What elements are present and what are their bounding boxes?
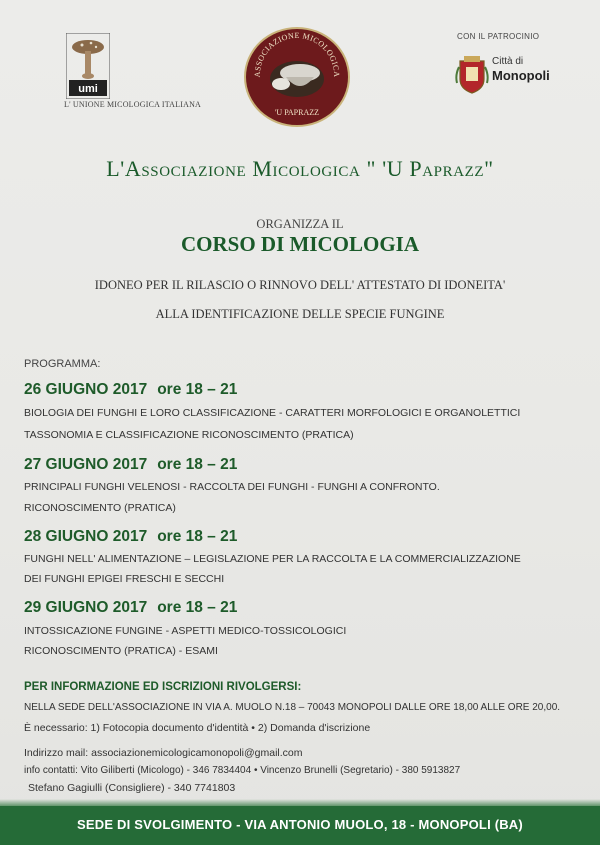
day-topic-line: PRINCIPALI FUNGHI VELENOSI - RACCOLTA DEI FUNGHI - FUNGHI A CONFRONTO. (24, 481, 440, 493)
day-topic-line: FUNGHI NELL' ALIMENTAZIONE – LEGISLAZIONE PER LA RACCOLTA E LA COMMERCIALIZZAZIONE (24, 553, 521, 565)
day-heading (24, 456, 237, 474)
svg-text:umi: umi (78, 83, 98, 95)
day-time: ore 18 – 21 (157, 381, 238, 398)
day-topic-line: TASSONOMIA E CLASSIFICAZIONE RICONOSCIMENTO (PRATICA) (24, 429, 354, 441)
day-topic-line: BIOLOGIA DEI FUNGHI E LORO CLASSIFICAZIONE - CARATTERI MORFOLOGICI E ORGANOLETTICI (24, 407, 521, 419)
day-date: 28 GIUGNO 2017 (24, 528, 148, 545)
day-time: ore 18 – 21 (157, 528, 238, 545)
svg-text:'U PAPRAZZ: 'U PAPRAZZ (274, 108, 320, 117)
species-subtitle: ALLA IDENTIFICAZIONE DELLE SPECIE FUNGINE (155, 307, 445, 321)
program-label: PROGRAMMA: (24, 358, 101, 370)
day-date: 26 GIUGNO 2017 (24, 381, 148, 398)
umi-caption: L' UNIONE MICOLOGICA ITALIANA (64, 100, 202, 109)
day-date: 27 GIUGNO 2017 (24, 456, 148, 473)
day-time: ore 18 – 21 (157, 456, 238, 473)
day-topic-line: DEI FUNGHI EPIGEI FRESCHI E SECCHI (24, 573, 225, 585)
info-contacts: info contatti: Vito Giliberti (Micologo) - 346 7834404 • Vincenzo Brunelli (Segretario) - 380 5913827 (24, 765, 461, 776)
course-title: CORSO DI MICOLOGIA (180, 232, 420, 256)
info-email: Indirizzo mail: associazionemicologicamonopoli@gmail.com (24, 747, 303, 759)
day-date: 29 GIUGNO 2017 (24, 599, 148, 616)
day-topic-line: INTOSSICAZIONE FUNGINE - ASPETTI MEDICO-TOSSICOLOGICI (24, 625, 347, 637)
day-topic-line: RICONOSCIMENTO (PRATICA) - ESAMI (24, 645, 218, 657)
day-heading (24, 528, 237, 546)
svg-text:ASSOCIAZIONE MICOLOGICA: ASSOCIAZIONE MICOLOGICA (252, 30, 342, 78)
day-heading (24, 599, 237, 617)
city-name: Monopoli (492, 68, 550, 83)
patronage-label: CON IL PATROCINIO (457, 32, 540, 41)
organizes-label: ORGANIZZA IL (256, 217, 344, 231)
mushroom-emblem-icon (246, 29, 348, 125)
info-requirements: È necessario: 1) Fotocopia documento d'identità • 2) Domanda d'iscrizione (24, 722, 371, 734)
info-contacts-extra: Stefano Gagiulli (Consigliere) - 340 7741803 (28, 782, 236, 794)
umi-logo (66, 33, 110, 99)
day-heading (24, 381, 237, 399)
footer-venue-banner: SEDE DI SVOLGIMENTO - VIA ANTONIO MUOLO, 18 - MONOPOLI (BA) (0, 806, 600, 845)
day-time: ore 18 – 21 (157, 599, 238, 616)
association-title: L'Associazione Micologica " 'U Paprazz" (106, 156, 494, 181)
city-of-label: Città di (492, 56, 524, 67)
info-office-hours: NELLA SEDE DELL'ASSOCIAZIONE IN VIA A. MUOLO N.18 – 70043 MONOPOLI DALLE ORE 18,00 ALLE ORE 20,00. (24, 702, 561, 713)
certificate-subtitle: IDONEO PER IL RILASCIO O RINNOVO DELL' ATTESTATO DI IDONEITA' (94, 278, 506, 292)
info-heading: PER INFORMAZIONE ED ISCRIZIONI RIVOLGERSI: (24, 681, 302, 693)
city-crest-icon (455, 55, 489, 95)
day-topic-line: RICONOSCIMENTO (PRATICA) (24, 502, 176, 514)
association-logo (244, 27, 350, 127)
